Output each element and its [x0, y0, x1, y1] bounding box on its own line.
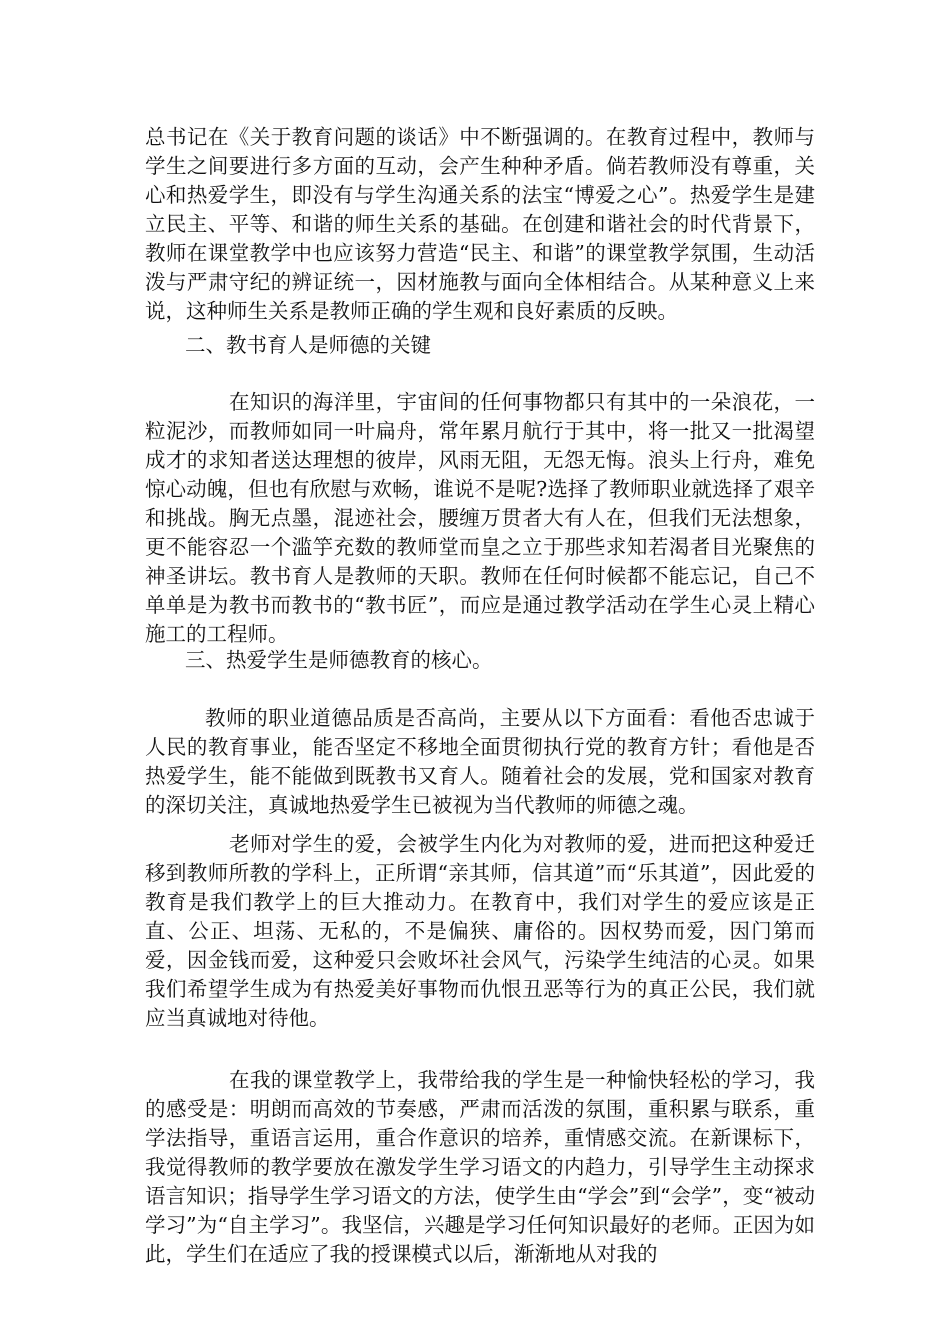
section-heading-2: 二、教书育人是师德的关键	[185, 333, 431, 357]
body-paragraph-4: 老师对学生的爱，会被学生内化为对教师的爱，进而把这种爱迁移到教师所教的学科上，正所谓“亲其师，信其道”而“乐其道”，因此爱的教育是我们教学上的巨大推动力。在教育中，我们对学生的爱应该是正直、公正、坦荡、无私的，不是偏狭、庸俗的。因权势而爱，因门第而爱，因金钱而爱，这种爱只会败坏社会风气，污染学生纯洁的心灵。如果我们希望学生成为有热爱美好事物而仇恨丑恶等行为的真正公民，我们就应当真诚地对待他。	[145, 832, 815, 1030]
section-heading-3: 三、热爱学生是师德教育的核心。	[185, 648, 493, 672]
body-paragraph-2: 在知识的海洋里，宇宙间的任何事物都只有其中的一朵浪花，一粒泥沙，而教师如同一叶扁舟，常年累月航行于其中，将一批又一批渴望成才的求知者送达理想的彼岸，风雨无阻，无怨无悔。浪头上行舟，难免惊心动魄，但也有欣慰与欢畅，谁说不是呢?选择了教师职业就选择了艰辛和挑战。胸无点墨，混迹社会，腰缠万贯者大有人在，但我们无法想象，更不能容忍一个滥竽充数的教师堂而皇之立于那些求知若渴者目光聚焦的神圣讲坛。教书育人是教师的天职。教师在任何时候都不能忘记，自己不单单是为教书而教书的“教书匠”，而应是通过教学活动在学生心灵上精心施工的工程师。	[145, 390, 815, 646]
body-paragraph-3: 教师的职业道德品质是否高尚，主要从以下方面看：看他否忠诚于人民的教育事业，能否坚定不移地全面贯彻执行党的教育方针；看他是否热爱学生，能不能做到既教书又育人。随着社会的发展，党和国家对教育的深切关注，真诚地热爱学生已被视为当代教师的师德之魂。	[145, 706, 815, 817]
body-paragraph-5: 在我的课堂教学上，我带给我的学生是一种愉快轻松的学习，我的感受是：明朗而高效的节奏感，严肃而活泼的氛围，重积累与联系，重学法指导，重语言运用，重合作意识的培养，重情感交流。在新课标下，我觉得教师的教学要放在激发学生学习语文的内趋力，引导学生主动探求语言知识；指导学生学习语文的方法，使学生由“学会”到“会学”，变“被动学习”为“自主学习”。我坚信，兴趣是学习任何知识最好的老师。正因为如此，学生们在适应了我的授课模式以后，渐渐地从对我的	[145, 1068, 815, 1266]
body-paragraph-1: 总书记在《关于教育问题的谈话》中不断强调的。在教育过程中，教师与学生之间要进行多方面的互动，会产生种种矛盾。倘若教师没有尊重，关心和热爱学生，即没有与学生沟通关系的法宝“博爱之心”。热爱学生是建立民主、平等、和谐的师生关系的基础。在创建和谐社会的时代背景下，教师在课堂教学中也应该努力营造“民主、和谐”的课堂教学氛围，生动活泼与严肃守纪的辨证统一，因材施教与面向全体相结合。从某种意义上来说，这种师生关系是教师正确的学生观和良好素质的反映。	[145, 125, 815, 323]
